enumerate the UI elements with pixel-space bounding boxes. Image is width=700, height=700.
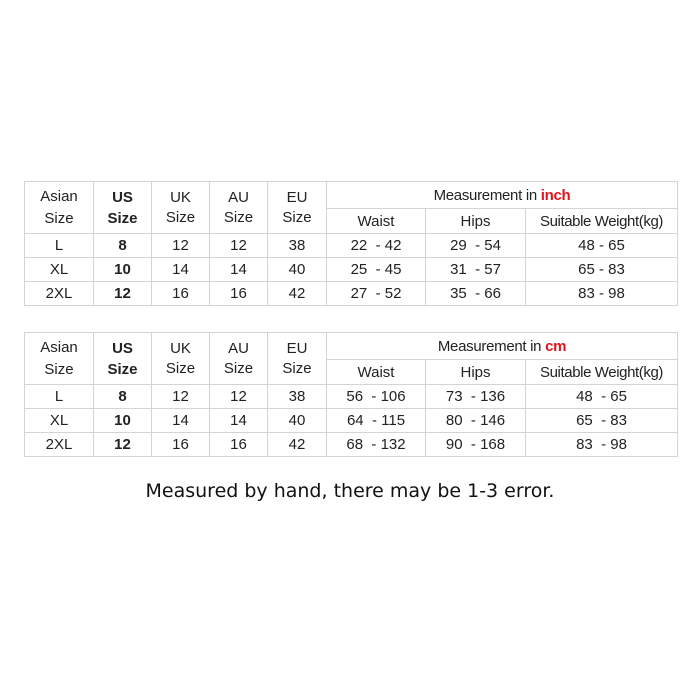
- asian-size-cell: L: [25, 385, 94, 409]
- weight-cell: 65 - 83: [526, 258, 678, 282]
- eu-size-cell: 42: [268, 433, 327, 457]
- header-line: Size: [282, 359, 312, 377]
- measurement-title: [327, 182, 678, 209]
- size-chart-inch: [24, 181, 678, 306]
- eu-size-cell: 42: [268, 282, 327, 306]
- header-line: EU: [286, 339, 308, 357]
- measurement-prefix: Measurement in: [437, 337, 546, 355]
- us-size-cell: 10: [94, 258, 152, 282]
- waist-cell: 56 - 106: [327, 385, 426, 409]
- us-size-header: [94, 333, 152, 385]
- waist-cell: 64 - 115: [327, 409, 426, 433]
- header-line: Size: [223, 359, 254, 377]
- au-size-cell: 14: [210, 258, 268, 282]
- au-size-cell: 16: [210, 433, 268, 457]
- weight-cell: 65 - 83: [526, 409, 678, 433]
- weight-cell: 83 - 98: [526, 433, 678, 457]
- asian-size-header: [25, 182, 94, 234]
- uk-size-header: [152, 182, 210, 234]
- au-size-cell: 14: [210, 409, 268, 433]
- table-row: [25, 433, 678, 457]
- header-line: Size: [165, 208, 196, 226]
- eu-size-cell: 40: [268, 409, 327, 433]
- waist-cell: 68 - 132: [327, 433, 426, 457]
- header-line: US: [112, 188, 133, 206]
- au-size-header: [210, 333, 268, 385]
- header-line: UK: [170, 339, 191, 357]
- header-line: US: [112, 339, 133, 357]
- eu-size-cell: 38: [268, 385, 327, 409]
- us-size-cell: 12: [94, 433, 152, 457]
- au-size-cell: 16: [210, 282, 268, 306]
- uk-size-cell: 16: [152, 433, 210, 457]
- uk-size-cell: 14: [152, 409, 210, 433]
- header-line: UK: [170, 188, 191, 206]
- waist-header: Waist: [327, 209, 426, 234]
- weight-cell: 48 - 65: [526, 234, 678, 258]
- weight-cell: 48 - 65: [526, 385, 678, 409]
- us-size-cell: 8: [94, 234, 152, 258]
- asian-size-cell: XL: [25, 409, 94, 433]
- asian-size-cell: 2XL: [25, 282, 94, 306]
- header-line: Size: [223, 208, 254, 226]
- uk-size-cell: 14: [152, 258, 210, 282]
- hips-cell: 73 - 136: [426, 385, 526, 409]
- au-size-cell: 12: [210, 385, 268, 409]
- header-line: EU: [286, 188, 308, 206]
- waist-header: Waist: [327, 360, 426, 385]
- table-row: [25, 234, 678, 258]
- eu-size-cell: 40: [268, 258, 327, 282]
- eu-size-header: [268, 182, 327, 234]
- table-row: [25, 385, 678, 409]
- table-row: [25, 258, 678, 282]
- header-line: AU: [228, 339, 249, 357]
- header-line: Size: [44, 209, 74, 227]
- size-chart-cm: [24, 332, 678, 457]
- header-line: Size: [165, 359, 196, 377]
- hips-header: Hips: [426, 360, 526, 385]
- us-size-cell: 8: [94, 385, 152, 409]
- hips-cell: 29 - 54: [426, 234, 526, 258]
- header-line: Asian: [40, 187, 78, 205]
- header-row: [25, 182, 678, 209]
- measurement-note: Measured by hand, there may be 1-3 error.: [145, 480, 555, 502]
- hips-cell: 35 - 66: [426, 282, 526, 306]
- us-size-cell: 10: [94, 409, 152, 433]
- asian-size-cell: XL: [25, 258, 94, 282]
- header-line: Size: [107, 209, 138, 227]
- eu-size-header: [268, 333, 327, 385]
- waist-cell: 27 - 52: [327, 282, 426, 306]
- header-line: Asian: [40, 338, 78, 356]
- us-size-cell: 12: [94, 282, 152, 306]
- header-line: AU: [228, 188, 249, 206]
- hips-cell: 80 - 146: [426, 409, 526, 433]
- asian-size-cell: L: [25, 234, 94, 258]
- measurement-prefix: Measurement in: [433, 186, 541, 204]
- waist-cell: 22 - 42: [327, 234, 426, 258]
- uk-size-cell: 16: [152, 282, 210, 306]
- uk-size-header: [152, 333, 210, 385]
- au-size-cell: 12: [210, 234, 268, 258]
- asian-size-header: [25, 333, 94, 385]
- header-line: Size: [107, 360, 138, 378]
- header-line: Size: [44, 360, 74, 378]
- uk-size-cell: 12: [152, 385, 210, 409]
- hips-cell: 31 - 57: [426, 258, 526, 282]
- eu-size-cell: 38: [268, 234, 327, 258]
- weight-cell: 83 - 98: [526, 282, 678, 306]
- measurement-title: [327, 333, 678, 360]
- asian-size-cell: 2XL: [25, 433, 94, 457]
- waist-cell: 25 - 45: [327, 258, 426, 282]
- au-size-header: [210, 182, 268, 234]
- uk-size-cell: 12: [152, 234, 210, 258]
- measurement-unit: cm: [545, 337, 567, 355]
- table-row: [25, 409, 678, 433]
- table-row: [25, 282, 678, 306]
- weight-header: Suitable Weight(kg): [526, 209, 678, 234]
- measurement-unit: inch: [540, 186, 571, 204]
- weight-header: Suitable Weight(kg): [526, 360, 678, 385]
- header-row: [25, 333, 678, 360]
- hips-header: Hips: [426, 209, 526, 234]
- us-size-header: [94, 182, 152, 234]
- header-line: Size: [282, 208, 312, 226]
- hips-cell: 90 - 168: [426, 433, 526, 457]
